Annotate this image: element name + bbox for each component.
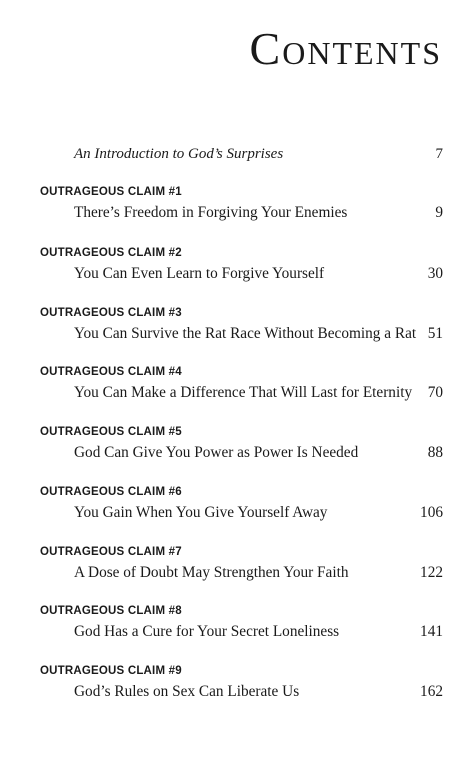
claim-label: OUTRAGEOUS CLAIM #5 [40,426,182,438]
claim-label: OUTRAGEOUS CLAIM #2 [40,247,182,259]
claim-title: You Gain When You Give Yourself Away [74,504,328,521]
toc-entry-introduction [74,146,443,163]
claim-label: OUTRAGEOUS CLAIM #3 [40,307,182,319]
claim-page: 9 [435,204,443,221]
claim-title: God’s Rules on Sex Can Liberate Us [74,683,300,700]
claim-page: 162 [420,683,443,700]
claim-page: 70 [427,384,443,401]
claim-row [74,623,443,641]
claim-title: There’s Freedom in Forgiving Your Enemies [74,204,348,221]
claim-label: OUTRAGEOUS CLAIM #8 [40,605,182,617]
claim-label: OUTRAGEOUS CLAIM #4 [40,366,182,378]
toc-entry-title: An Introduction to God’s Surprises [74,146,284,162]
toc-entry-page: 7 [435,146,443,162]
claim-label: OUTRAGEOUS CLAIM #1 [40,186,182,198]
claim-row [74,444,443,462]
claim-page: 122 [420,564,443,581]
claim-label: OUTRAGEOUS CLAIM #9 [40,665,182,677]
claim-row [74,564,443,582]
claim-page: 106 [420,504,443,521]
claim-title: You Can Even Learn to Forgive Yourself [74,265,325,282]
claim-row [74,504,443,522]
claim-row [74,204,443,222]
claim-page: 141 [420,623,443,640]
claim-page: 30 [427,265,443,282]
claim-label: OUTRAGEOUS CLAIM #7 [40,546,182,558]
claim-title: You Can Survive the Rat Race Without Becoming a Rat [74,325,417,342]
claim-page: 88 [427,444,443,461]
claim-title: A Dose of Doubt May Strengthen Your Faith [74,564,349,581]
claim-row [74,325,443,343]
claim-row [74,384,443,402]
claim-title: God Can Give You Power as Power Is Needed [74,444,359,461]
claim-row [74,683,443,701]
claim-page: 51 [427,325,443,342]
claim-row [74,265,443,283]
page-title: Contents [249,23,442,74]
claim-title: You Can Make a Difference That Will Last for Eternity [74,384,413,401]
claim-label: OUTRAGEOUS CLAIM #6 [40,486,182,498]
claim-title: God Has a Cure for Your Secret Loneliness [74,623,340,640]
